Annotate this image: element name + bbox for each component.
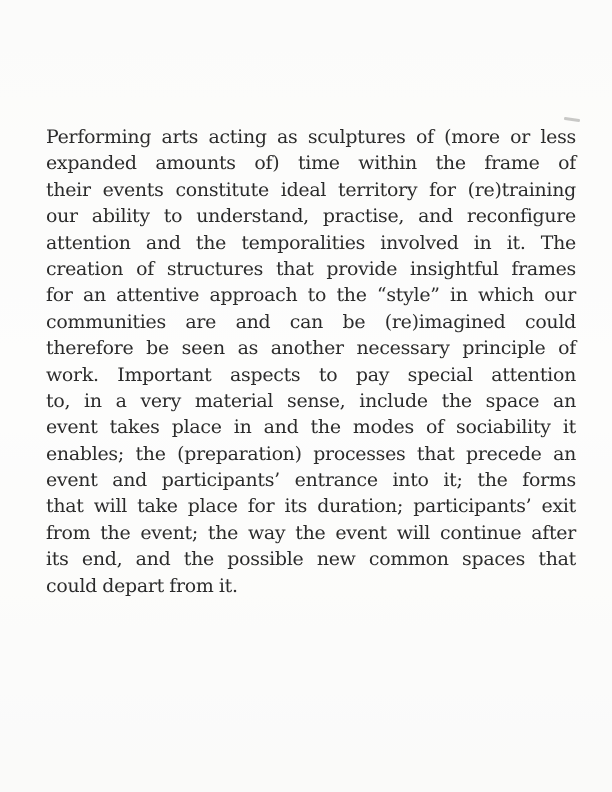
text-line: expanded amounts of) time within the frame of [46, 152, 576, 175]
text-line: for an attentive approach to the “style” in which our [46, 284, 576, 307]
text-line: creation of structures that provide insightful frames [46, 257, 576, 280]
text-line: that will take place for its duration; participants’ exit [46, 495, 576, 518]
text-line: could depart from it. [46, 574, 238, 597]
text-line: enables; the (preparation) processes that precede an [46, 442, 576, 465]
body-paragraph [46, 124, 576, 599]
text-line: their events constitute ideal territory for (re)training [46, 178, 576, 201]
text-line: event takes place in and the modes of sociability it [46, 416, 576, 439]
text-line: communities are and can be (re)imagined could [46, 310, 576, 333]
text-line: therefore be seen as another necessary principle of [46, 337, 576, 360]
text-line: work. Important aspects to pay special attention [46, 363, 576, 386]
text-line: our ability to understand, practise, and reconfigure [46, 205, 576, 228]
text-line: event and participants’ entrance into it; the forms [46, 469, 576, 492]
text-line: from the event; the way the event will continue after [46, 521, 576, 544]
text-line: Performing arts acting as sculptures of (more or less [46, 126, 576, 148]
text-line: attention and the temporalities involved in it. The [46, 231, 576, 254]
text-line: its end, and the possible new common spaces that [46, 548, 576, 571]
page-edge-mark [564, 117, 580, 122]
text-line: to, in a very material sense, include the space an [46, 389, 576, 412]
